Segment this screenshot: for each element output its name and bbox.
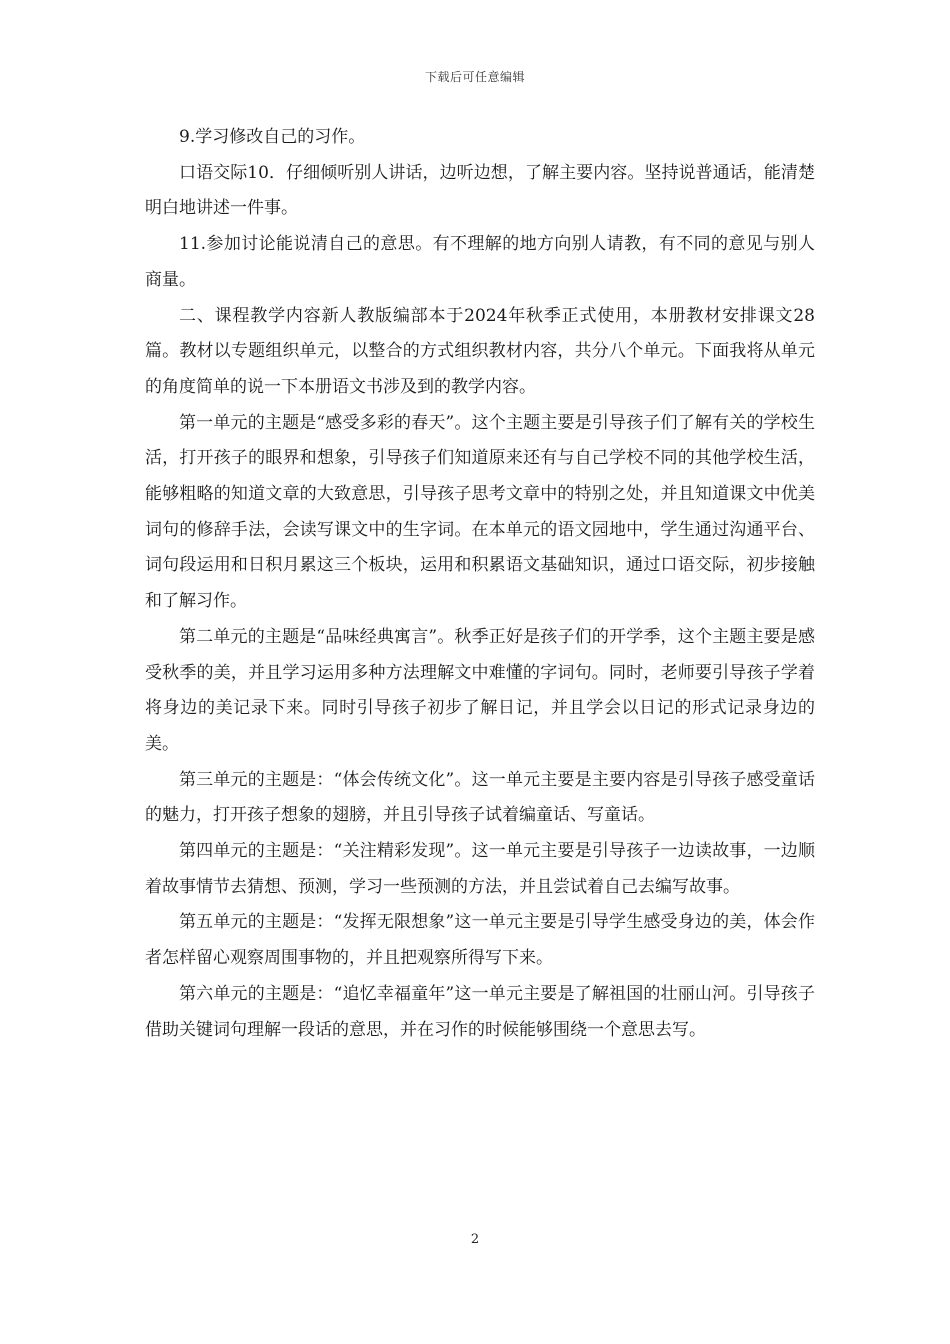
paragraph-unit-4: 第四单元的主题是：“关注精彩发现”。这一单元主要是引导孩子一边读故事，一边顺着故事情节去猜想、预测，学习一些预测的方法，并且尝试着自己去编写故事。 bbox=[145, 841, 815, 897]
paragraph-goal-9: 9.学习修改自己的习作。 bbox=[179, 127, 366, 147]
paragraph-unit-6: 第六单元的主题是：“追忆幸福童年”这一单元主要是了解祖国的壮丽山河。引导孩子借助关键词句理解一段话的意思，并在习作的时候能够围绕一个意思去写。 bbox=[145, 983, 815, 1040]
document-body bbox=[145, 120, 815, 1048]
paragraph-unit-5: 第五单元的主题是：“发挥无限想象”这一单元主要是引导学生感受身边的美，体会作者怎样留心观察周围事物的，并且把观察所得写下来。 bbox=[145, 912, 815, 969]
paragraph-oral-communication-10: 口语交际10．仔细倾听别人讲话，边听边想，了解主要内容。坚持说普通话，能清楚明白地讲述一件事。 bbox=[145, 162, 815, 219]
paragraph-goal-11: 11.参加讨论能说清自己的意思。有不理解的地方向别人请教，有不同的意见与别人商量。 bbox=[145, 234, 815, 290]
paragraph-unit-1: 第一单元的主题是“感受多彩的春天”。这个主题主要是引导孩子们了解有关的学校生活，打开孩子的眼界和想象，引导孩子们知道原来还有与自己学校不同的其他学校生活，能够粗略的知道文章的大致意思，引导孩子思考文章中的特别之处，并且知道课文中优美词句的修辞手法，会读写课文中的生字词。在本单元的语文园地中，学生通过沟通平台、词句段运用和日积月累这三个板块，运用和积累语文基础知识，通过口语交际，初步接触和了解习作。 bbox=[145, 412, 815, 612]
paragraph-unit-2: 第二单元的主题是“品味经典寓言”。秋季正好是孩子们的开学季，这个主题主要是感受秋季的美，并且学习运用多种方法理解文中难懂的字词句。同时，老师要引导孩子学着将身边的美记录下来。同时引导孩子初步了解日记，并且学会以日记的形式记录身边的美。 bbox=[145, 626, 815, 754]
page-header: 下载后可任意编辑 bbox=[424, 70, 525, 84]
paragraph-course-content: 二、课程教学内容新人教版编部本于2024年秋季正式使用，本册教材安排课文28篇。教材以专题组织单元，以整合的方式组织教材内容，共分八个单元。下面我将从单元的角度简单的说一下本册语文书涉及到的教学内容。 bbox=[145, 305, 815, 397]
page-number: 2 bbox=[470, 1232, 480, 1247]
paragraph-unit-3: 第三单元的主题是：“体会传统文化”。这一单元主要是主要内容是引导孩子感受童话的魅力，打开孩子想象的翅膀，并且引导孩子试着编童话、写童话。 bbox=[145, 769, 815, 826]
